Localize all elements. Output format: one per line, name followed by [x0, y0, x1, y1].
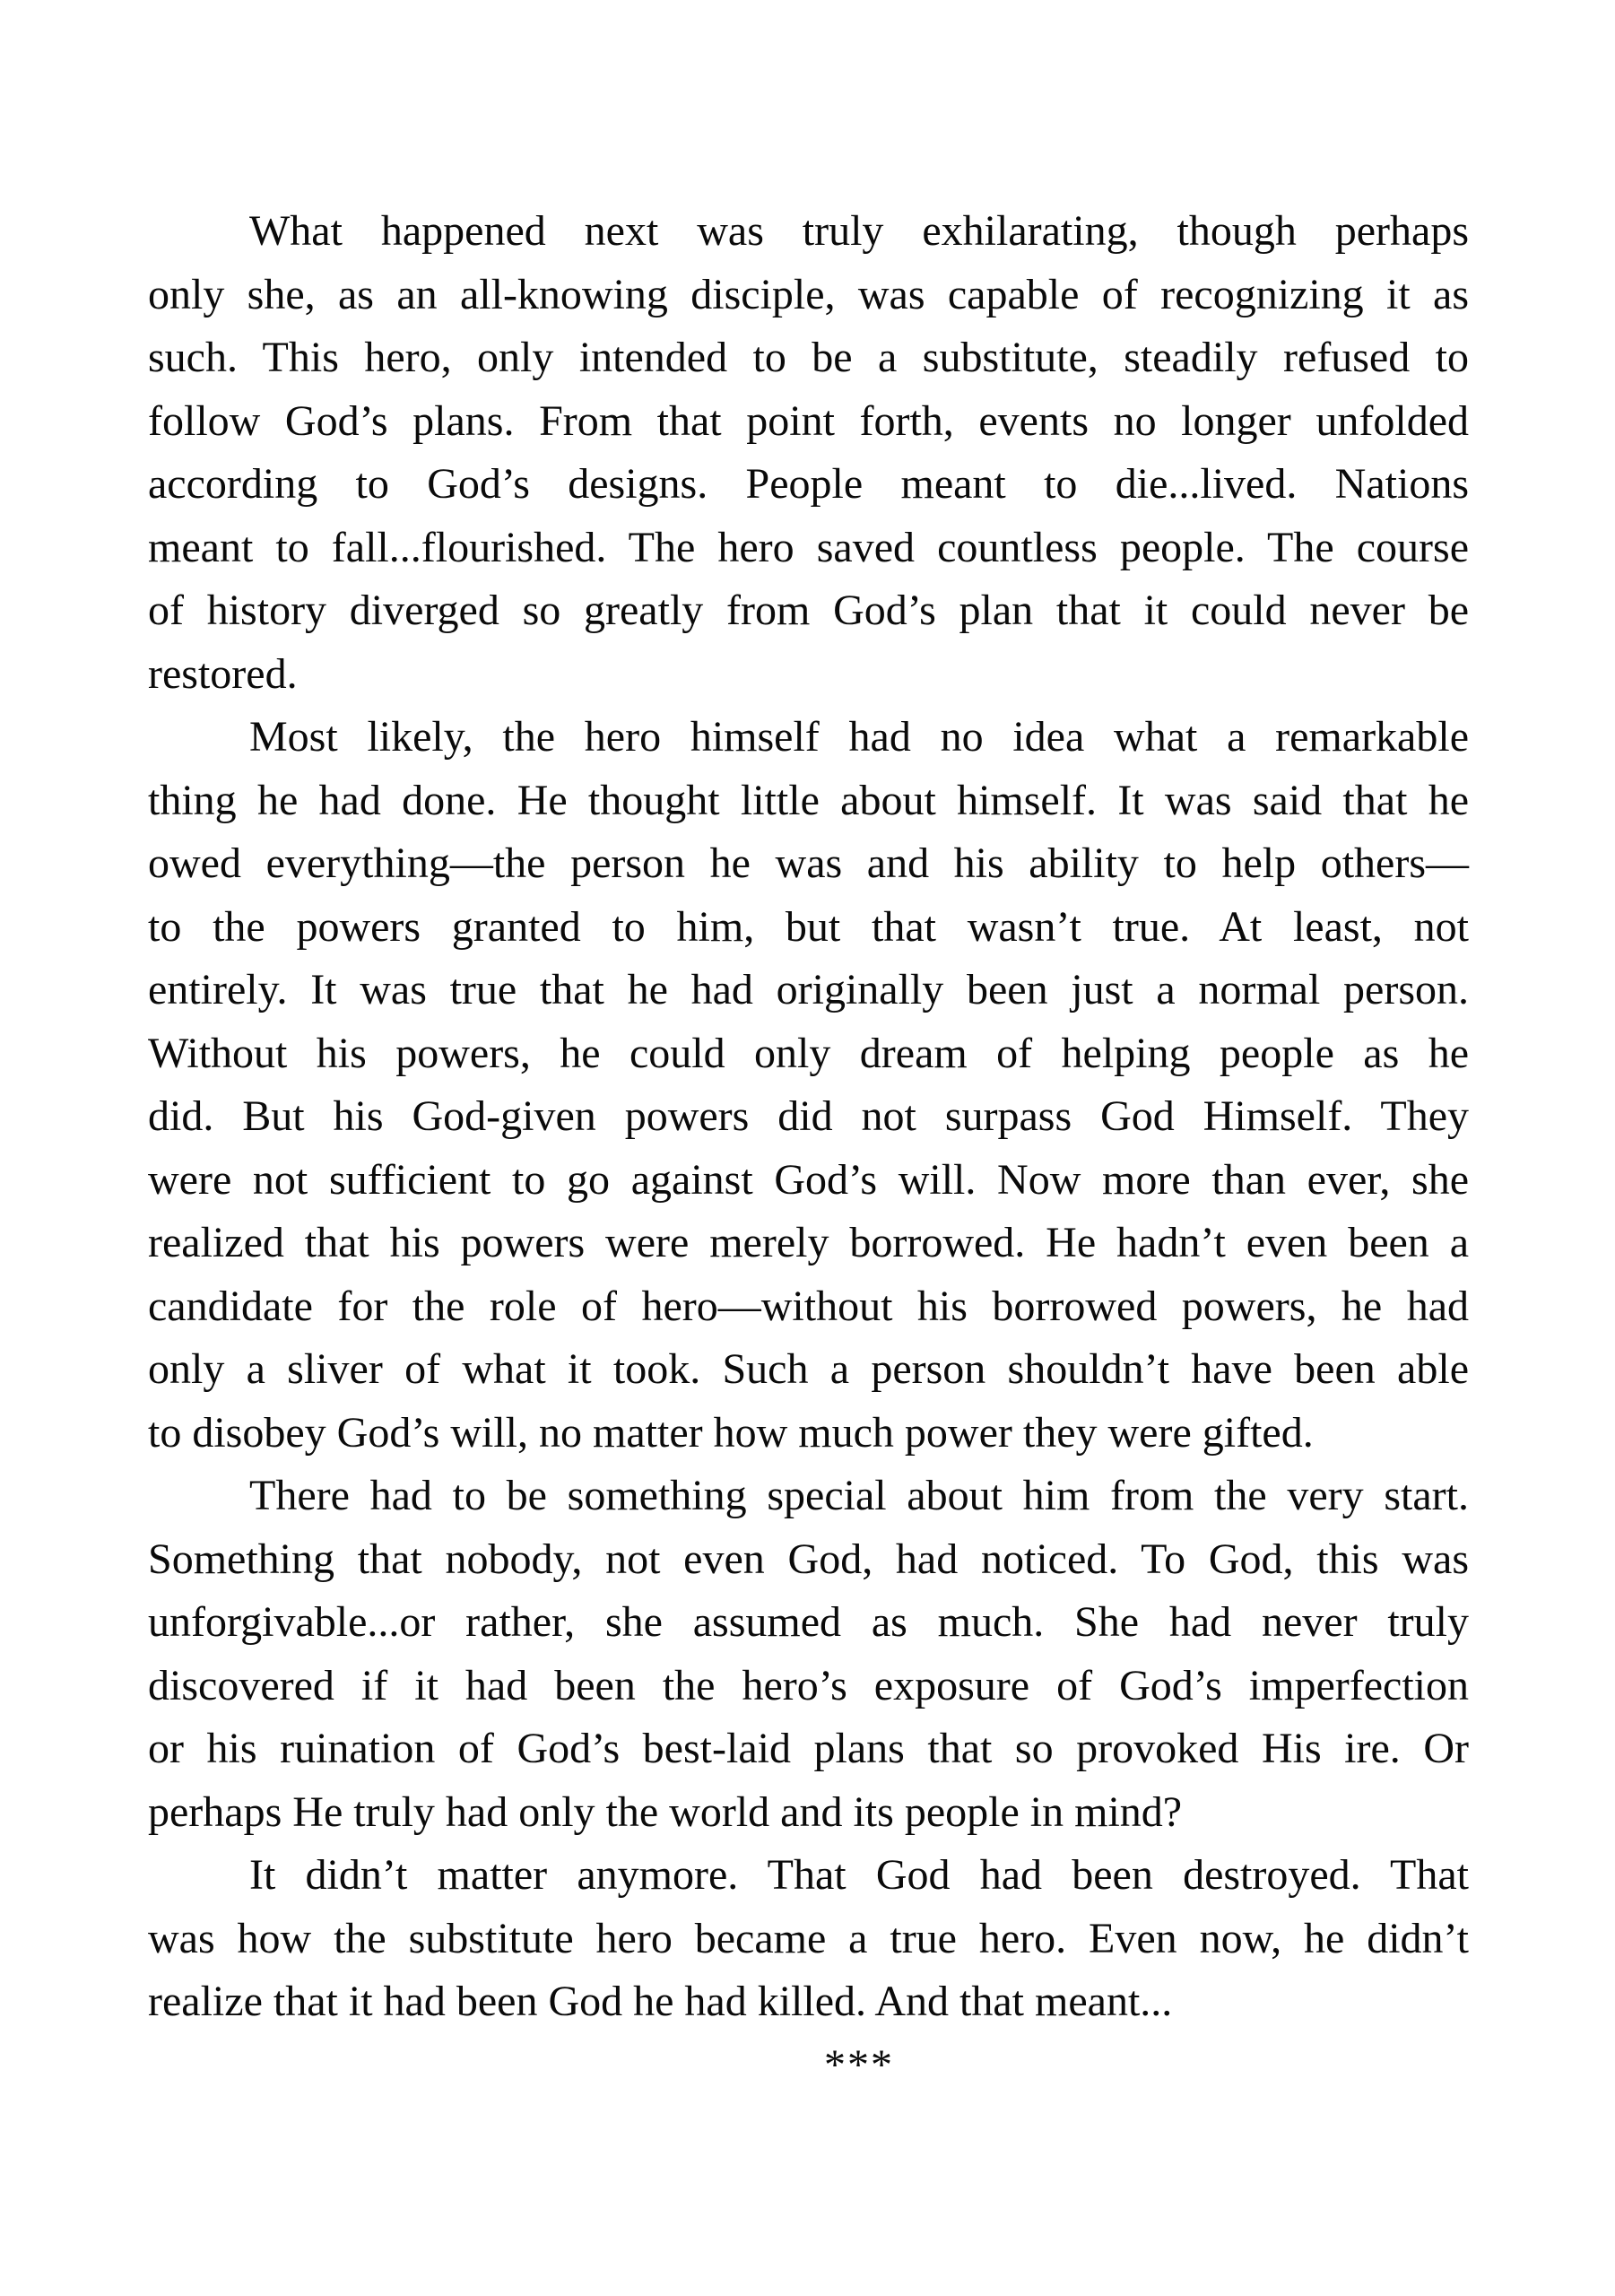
text-line: only she, as an all-knowing disciple, was capable of recognizing it as: [148, 270, 1469, 318]
text-line: of history diverged so greatly from God’s plan that it could never be: [148, 587, 1469, 634]
text-line: It didn’t matter anymore. That God had been destroyed. That: [249, 1851, 1469, 1899]
text-line: candidate for the role of hero—without his borrowed powers, he had: [148, 1282, 1469, 1330]
text-line: Most likely, the hero himself had no idea what a remarkable: [249, 713, 1469, 761]
text-line: entirely. It was true that he had originally been just a normal person.: [148, 966, 1469, 1013]
text-line: unforgivable...or rather, she assumed as much. She had never truly: [148, 1598, 1469, 1646]
text-line: or his ruination of God’s best-laid plans that so provoked His ire. Or: [148, 1725, 1469, 1772]
section-break: ***: [824, 2040, 894, 2089]
text-line: Something that nobody, not even God, had noticed. To God, this was: [148, 1535, 1469, 1583]
text-line: owed everything—the person he was and his ability to help others—: [148, 839, 1469, 887]
text-line: follow God’s plans. From that point forth, events no longer unfolded: [148, 396, 1469, 445]
text-line: was how the substitute hero became a true hero. Even now, he didn’t: [148, 1914, 1469, 1962]
body-text: [148, 200, 1469, 2097]
text-line: What happened next was truly exhilarating, though perhaps: [249, 207, 1469, 255]
text-line: were not sufficient to go against God’s will. Now more than ever, she: [148, 1155, 1469, 1204]
text-line: realize that it had been God he had killed. And that meant...: [148, 1978, 1173, 2025]
text-line: only a sliver of what it took. Such a person shouldn’t have been able: [148, 1345, 1469, 1393]
text-line: Without his powers, he could only dream of helping people as he: [148, 1029, 1469, 1077]
paragraph: [148, 1465, 1469, 1844]
text-line: did. But his God-given powers did not surpass God Himself. They: [148, 1092, 1469, 1140]
text-line: perhaps He truly had only the world and its people in mind?: [148, 1787, 1183, 1836]
text-line: discovered if it had been the hero’s exposure of God’s imperfection: [148, 1661, 1469, 1709]
text-line: to disobey God’s will, no matter how much power they were gifted.: [148, 1408, 1314, 1457]
text-line: realized that his powers were merely borrowed. He hadn’t even been a: [148, 1219, 1469, 1266]
text-line: restored.: [148, 649, 298, 698]
text-line: There had to be something special about him from the very start.: [249, 1472, 1469, 1519]
text-line: meant to fall...flourished. The hero saved countless people. The course: [148, 523, 1469, 571]
text-line: to the powers granted to him, but that wasn’t true. At least, not: [148, 902, 1469, 951]
text-line: according to God’s designs. People meant to die...lived. Nations: [148, 460, 1469, 508]
paragraph: [148, 1844, 1469, 2034]
paragraph: [148, 200, 1469, 706]
text-line: thing he had done. He thought little about himself. It was said that he: [148, 776, 1469, 824]
paragraph: [148, 706, 1469, 1465]
text-line: such. This hero, only intended to be a substitute, steadily refused to: [148, 334, 1469, 381]
